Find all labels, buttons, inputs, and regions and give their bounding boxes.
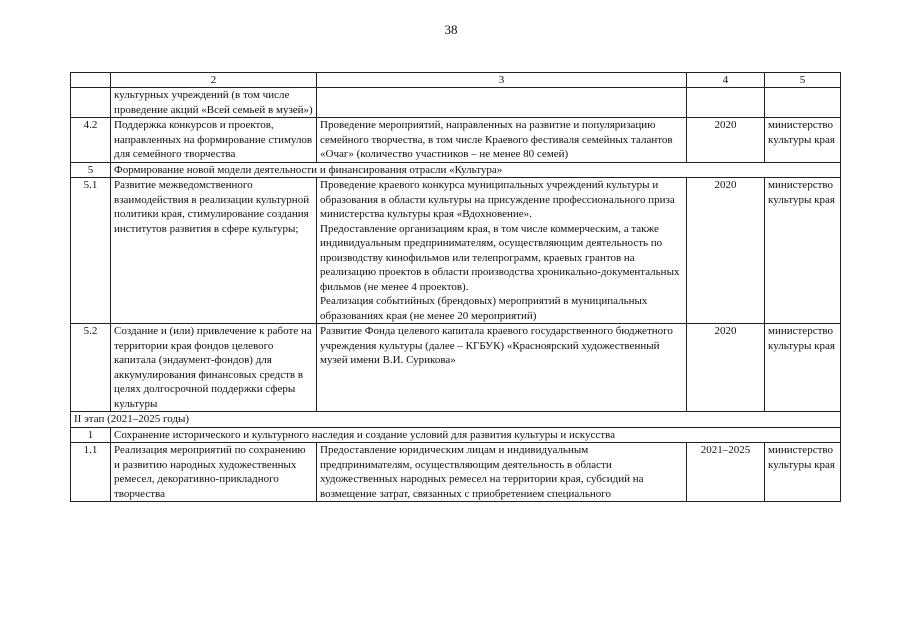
responsible-cell: министерство культуры края — [765, 324, 841, 412]
measure-cell: Развитие межведомственного взаимодействия в реализации культурной политики края, стимулирование создания институтов развития в сфере культуры; — [111, 178, 317, 324]
year-cell: 2020 — [687, 178, 765, 324]
row-num: 4.2 — [71, 118, 111, 163]
table-row — [71, 88, 841, 118]
responsible-cell: министерство культуры края — [765, 118, 841, 163]
header-col-2: 2 — [111, 73, 317, 88]
section-row — [71, 162, 841, 178]
measure-cell: Создание и (или) привлечение к работе на территории края фондов целевого капитала (эндаумент-фондов) для аккумулирования финансовых средств в целях долгосрочной поддержки сферы культуры — [111, 324, 317, 412]
measure-cell: Реализация мероприятий по сохранению и развитию народных художественных ремесел, декоративно-прикладного творчества — [111, 443, 317, 502]
row-num: 5.1 — [71, 178, 111, 324]
section-title: Формирование новой модели деятельности и финансирования отрасли «Культура» — [111, 162, 841, 178]
activity-cell — [317, 178, 687, 324]
year-cell: 2020 — [687, 324, 765, 412]
activity-paragraph: Предоставление организациям края, в том числе коммерческим, а также индивидуальным предпринимателям, осуществляющим деятельность по производству кинофильмов или телепрограмм, краевых грантов на реализацию проектов в области производства хроникально-документальных фильмов (не менее 4 проектов). — [320, 222, 680, 293]
table-row — [71, 118, 841, 163]
year-cell: 2020 — [687, 118, 765, 163]
header-col-1 — [71, 73, 111, 88]
responsible-cell: министерство культуры края — [765, 178, 841, 324]
table-row — [71, 324, 841, 412]
header-col-3: 3 — [317, 73, 687, 88]
activity-cell: Предоставление юридическим лицам и индивидуальным предпринимателям, осуществляющим деятельность в области художественных народных ремесел на территории края, субсидий на возмещение затрат, связанных с приобретением специального — [317, 443, 687, 502]
year-cell — [687, 88, 765, 118]
stage-title: II этап (2021–2025 годы) — [71, 412, 841, 428]
header-col-4: 4 — [687, 73, 765, 88]
page-number: 38 — [444, 22, 458, 37]
activity-paragraph: Реализация событийных (брендовых) мероприятий в муниципальных образованиях края (не менее 20 мероприятий) — [320, 295, 648, 322]
stage-row — [71, 412, 841, 428]
section-num: 1 — [71, 427, 111, 443]
measure-cell: культурных учреждений (в том числе проведение акций «Всей семьей в музей») — [111, 88, 317, 118]
header-row — [71, 73, 841, 88]
activity-cell: Развитие Фонда целевого капитала краевого государственного бюджетного учреждения культуры (далее – КГБУК) «Красноярский художественный музей имени В.И. Сурикова» — [317, 324, 687, 412]
row-num: 5.2 — [71, 324, 111, 412]
year-cell: 2021–2025 — [687, 443, 765, 502]
section-row — [71, 427, 841, 443]
row-num — [71, 88, 111, 118]
measures-table — [70, 72, 841, 502]
table-row — [71, 443, 841, 502]
activity-paragraph: Проведение краевого конкурса муниципальных учреждений культуры и образования в области культуры на присуждение профессионального приза министерства культуры края «Вдохновение». — [320, 179, 675, 220]
section-num: 5 — [71, 162, 111, 178]
activity-cell — [317, 88, 687, 118]
row-num: 1.1 — [71, 443, 111, 502]
responsible-cell — [765, 88, 841, 118]
measure-cell: Поддержка конкурсов и проектов, направленных на формирование стимулов для семейного творчества — [111, 118, 317, 163]
section-title: Сохранение исторического и культурного наследия и создание условий для развития культуры и искусства — [111, 427, 841, 443]
header-col-5: 5 — [765, 73, 841, 88]
table-row — [71, 178, 841, 324]
responsible-cell: министерство культуры края — [765, 443, 841, 502]
activity-cell: Проведение мероприятий, направленных на развитие и популяризацию семейного творчества, в том числе Краевого фестиваля семейных талантов «Очаг» (количество участников – не менее 80 семей) — [317, 118, 687, 163]
